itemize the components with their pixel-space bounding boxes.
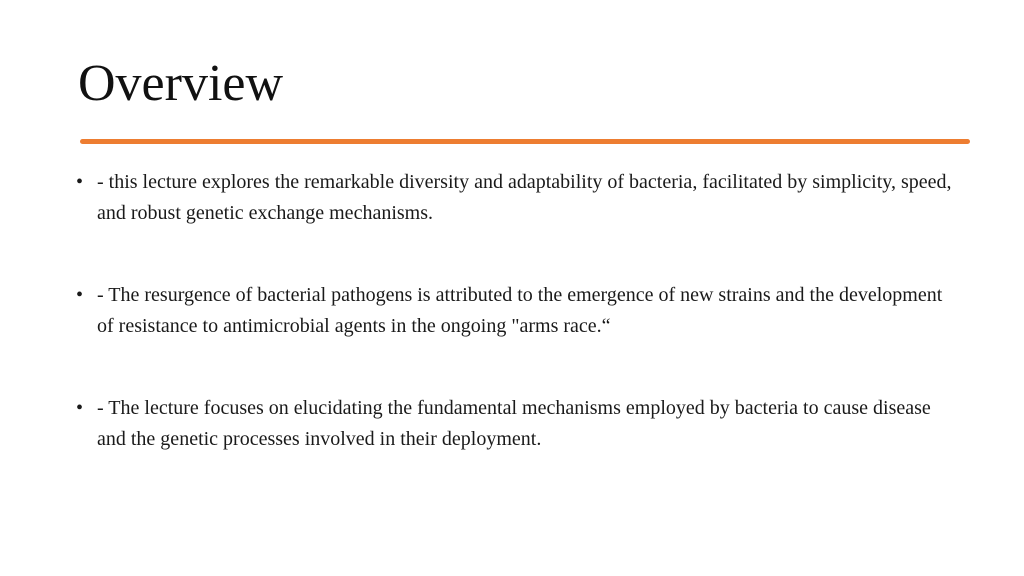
- bullet-text: - this lecture explores the remarkable diversity and adaptability of bacteria, facilitated by simplicity, speed, and robust genetic exchange mechanisms.: [97, 171, 952, 224]
- bullet-text: - The lecture focuses on elucidating the fundamental mechanisms employed by bacteria to cause disease and the genetic processes involved in their deployment.: [97, 397, 931, 450]
- bullet-dot-icon: •: [76, 171, 84, 193]
- bullet-dot-icon: •: [76, 284, 84, 306]
- bullet-item: [76, 167, 956, 228]
- bullet-list: [76, 167, 956, 454]
- bullet-item: [76, 393, 956, 454]
- slide-title: Overview: [78, 55, 284, 112]
- bullet-text: - The resurgence of bacterial pathogens is attributed to the emergence of new strains and the development of resistance to antimicrobial agents in the ongoing "arms race.“: [97, 284, 943, 337]
- bullet-item: [76, 280, 956, 341]
- bullet-dot-icon: •: [76, 397, 84, 419]
- title-underline: [80, 139, 970, 144]
